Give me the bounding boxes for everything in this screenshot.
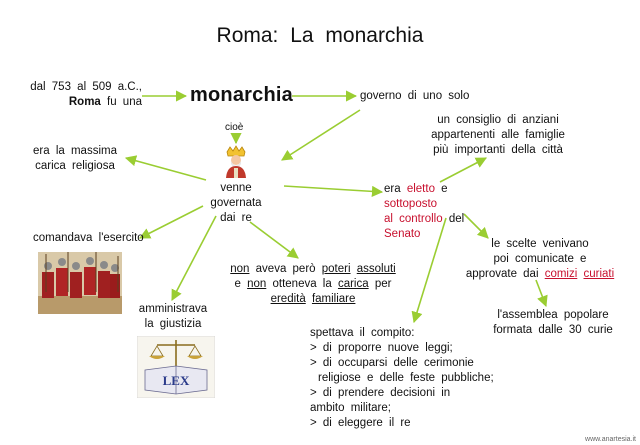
node-assemblea — [478, 308, 628, 338]
node-religiosa-line2: carica religiosa — [35, 160, 115, 172]
node-governo: governo di uno solo — [360, 90, 470, 102]
node-compito-line7: > di eleggere il re — [310, 417, 411, 429]
node-eletto-era: era — [384, 183, 407, 195]
node-compito — [310, 326, 500, 431]
node-poteri-e: e — [234, 278, 248, 290]
node-poteri-aveva: aveva però — [249, 263, 322, 275]
arrow-center-to-giustizia — [172, 216, 216, 300]
node-poteri-line3 — [222, 292, 404, 307]
node-eletto — [384, 182, 494, 242]
node-consiglio-line3: più importanti della città — [433, 144, 563, 156]
node-compito-line5: > di prendere decisioni in — [310, 387, 451, 399]
node-giustizia-line1: amministrava — [138, 303, 208, 315]
node-religiosa-line1: era la massima — [33, 145, 117, 157]
node-date — [22, 80, 142, 110]
node-date-line1: dal 753 al 509 a.C., — [30, 81, 142, 93]
node-poteri-per: per — [368, 278, 392, 290]
king-icon — [218, 144, 254, 180]
node-eletto-sottoposto: sottoposto — [384, 198, 438, 210]
node-compito-line4: religiose e delle feste pubbliche; — [318, 372, 494, 384]
node-consiglio-line2: appartenenti alle famiglie — [431, 129, 565, 141]
node-scelte-comizi: comizi — [544, 268, 578, 280]
node-esercito: comandava l'esercito — [33, 232, 144, 244]
node-scelte-curiati: curiati — [583, 268, 615, 280]
node-poteri-carica: carica — [337, 278, 369, 290]
arrow-governo-to-center — [282, 110, 360, 160]
arrow-center-to-eletto — [284, 186, 382, 192]
node-date-roma: Roma — [68, 96, 101, 108]
node-monarchia: monarchia — [190, 84, 293, 106]
node-poteri — [222, 262, 404, 307]
arrow-scelte-to-assemblea — [536, 280, 546, 306]
node-scelte-line3 — [460, 267, 620, 282]
arrow-center-to-religiosa — [126, 158, 206, 180]
node-compito-line1: spettava il compito: — [310, 327, 415, 339]
node-cioe: cioè — [225, 122, 244, 133]
roman-soldiers-image — [38, 252, 122, 314]
node-poteri-non2: non — [247, 278, 267, 290]
node-poteri-non1: non — [230, 263, 250, 275]
arrow-eletto-to-consiglio — [440, 158, 486, 182]
node-assemblea-line2: formata dalle 30 curie — [493, 324, 613, 336]
node-venne-line1: venne — [220, 182, 252, 194]
node-venne — [196, 181, 276, 226]
arrow-center-to-esercito — [140, 206, 203, 238]
node-giustizia-line2: la giustizia — [144, 318, 202, 330]
node-poteri-otteneva: otteneva la — [266, 278, 338, 290]
node-compito-line2: > di proporre nuove leggi; — [310, 342, 453, 354]
node-scelte-line2: poi comunicate e — [493, 253, 587, 265]
node-eletto-eletto: eletto — [406, 183, 435, 195]
node-venne-line2: governata — [210, 197, 262, 209]
arrow-center-to-poteri — [250, 222, 298, 258]
node-eletto-controllo: al controllo — [384, 213, 443, 225]
lex-scales-image — [137, 336, 215, 398]
node-poteri-line1 — [222, 262, 404, 277]
node-date-fu-una: fu una — [100, 96, 142, 108]
node-compito-line6: ambito militare; — [310, 402, 391, 414]
node-eletto-line1 — [384, 182, 494, 212]
node-compito-line3: > di occuparsi delle cerimonie — [310, 357, 474, 369]
lex-text: LEX — [162, 373, 190, 388]
node-scelte — [460, 237, 620, 282]
node-giustizia — [128, 302, 218, 332]
node-assemblea-line1: l'assemblea popolare — [497, 309, 609, 321]
node-poteri-line2 — [222, 277, 404, 292]
node-consiglio — [418, 113, 578, 158]
node-poteri-poteri: poteri — [321, 263, 351, 275]
node-religiosa — [25, 144, 125, 174]
node-eletto-del: del — [442, 213, 465, 225]
node-poteri-familiare: familiare — [311, 293, 356, 305]
page-title: Roma: La monarchia — [216, 24, 424, 47]
node-poteri-assoluti: assoluti — [356, 263, 396, 275]
node-consiglio-line1: un consiglio di anziani — [437, 114, 559, 126]
footer-watermark: www.anartesia.it — [585, 436, 636, 443]
node-date-line2 — [22, 95, 142, 110]
node-poteri-eredita: eredità — [270, 293, 306, 305]
node-scelte-approvate: approvate dai — [465, 268, 545, 280]
node-scelte-line1: le scelte venivano — [491, 238, 589, 250]
node-eletto-e: e — [434, 183, 448, 195]
node-eletto-senato: Senato — [384, 228, 421, 240]
node-venne-line3: dai re — [220, 212, 252, 224]
